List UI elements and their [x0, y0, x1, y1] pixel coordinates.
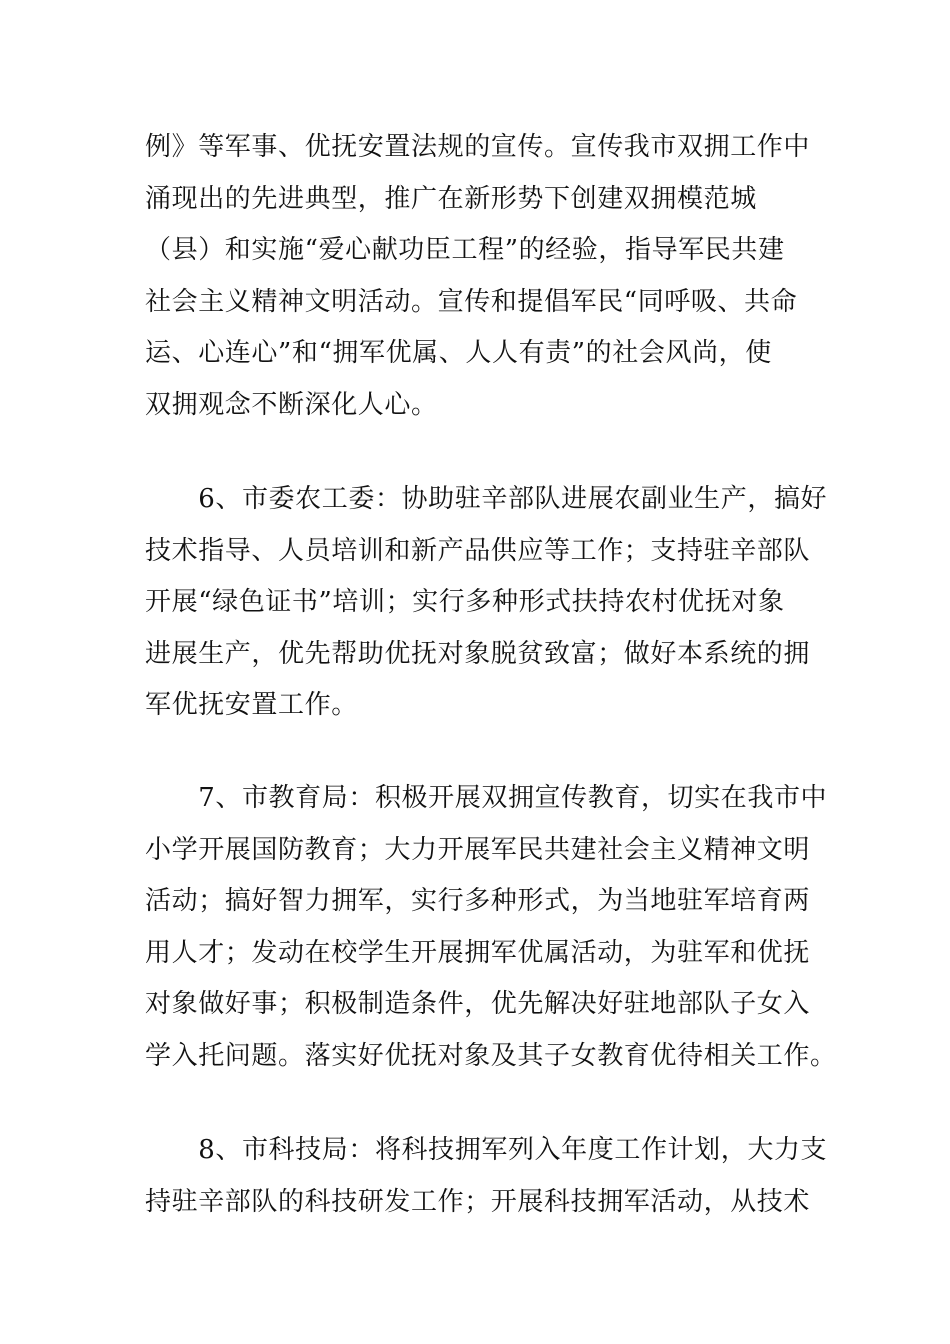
text-line: 涌现出的先进典型，推广在新形势下创建双拥模范城	[145, 183, 757, 214]
paragraph-item-6	[145, 474, 828, 732]
text-line: 7、市教育局：积极开展双拥宣传教育，切实在我市中	[145, 783, 828, 813]
text-line: 运、心连心”和“拥军优属、人人有责”的社会风尚，使	[145, 338, 772, 368]
text-line: 8、市科技局：将科技拥军列入年度工作计划，大力支	[145, 1135, 828, 1165]
text-line: 例》等军事、优抚安置法规的宣传。宣传我市双拥工作中	[145, 132, 811, 162]
text-line: 军优抚安置工作。	[145, 690, 358, 720]
text-line: （县）和实施“爱心献功臣工程”的经验，指导军民共建	[145, 235, 785, 265]
paragraph-item-7	[145, 773, 837, 1082]
text-line: 技术指导、人员培训和新产品供应等工作；支持驻辛部队	[145, 535, 811, 566]
text-line: 持驻辛部队的科技研发工作；开展科技拥军活动，从技术	[145, 1186, 811, 1217]
text-line: 开展“绿色证书”培训；实行多种形式扶持农村优抚对象	[145, 587, 785, 617]
paragraph-item-8	[145, 1125, 828, 1228]
text-line: 学入托问题。落实好优抚对象及其子女教育优待相关工作。	[145, 1040, 837, 1071]
text-line: 双拥观念不断深化人心。	[145, 389, 438, 420]
text-line: 小学开展国防教育；大力开展军民共建社会主义精神文明	[145, 834, 811, 865]
text-line: 对象做好事；积极制造条件，优先解决好驻地部队子女入	[145, 989, 811, 1019]
text-line: 6、市委农工委：协助驻辛部队进展农副业生产，搞好	[145, 484, 828, 514]
text-line: 社会主义精神文明活动。宣传和提倡军民“同呼吸、共命	[145, 286, 798, 317]
text-line: 进展生产，优先帮助优抚对象脱贫致富；做好本系统的拥	[145, 638, 811, 669]
text-line: 用人才；发动在校学生开展拥军优属活动，为驻军和优抚	[145, 937, 811, 968]
paragraph-propaganda	[145, 122, 811, 431]
text-line: 活动；搞好智力拥军，实行多种形式，为当地驻军培育两	[145, 886, 811, 916]
